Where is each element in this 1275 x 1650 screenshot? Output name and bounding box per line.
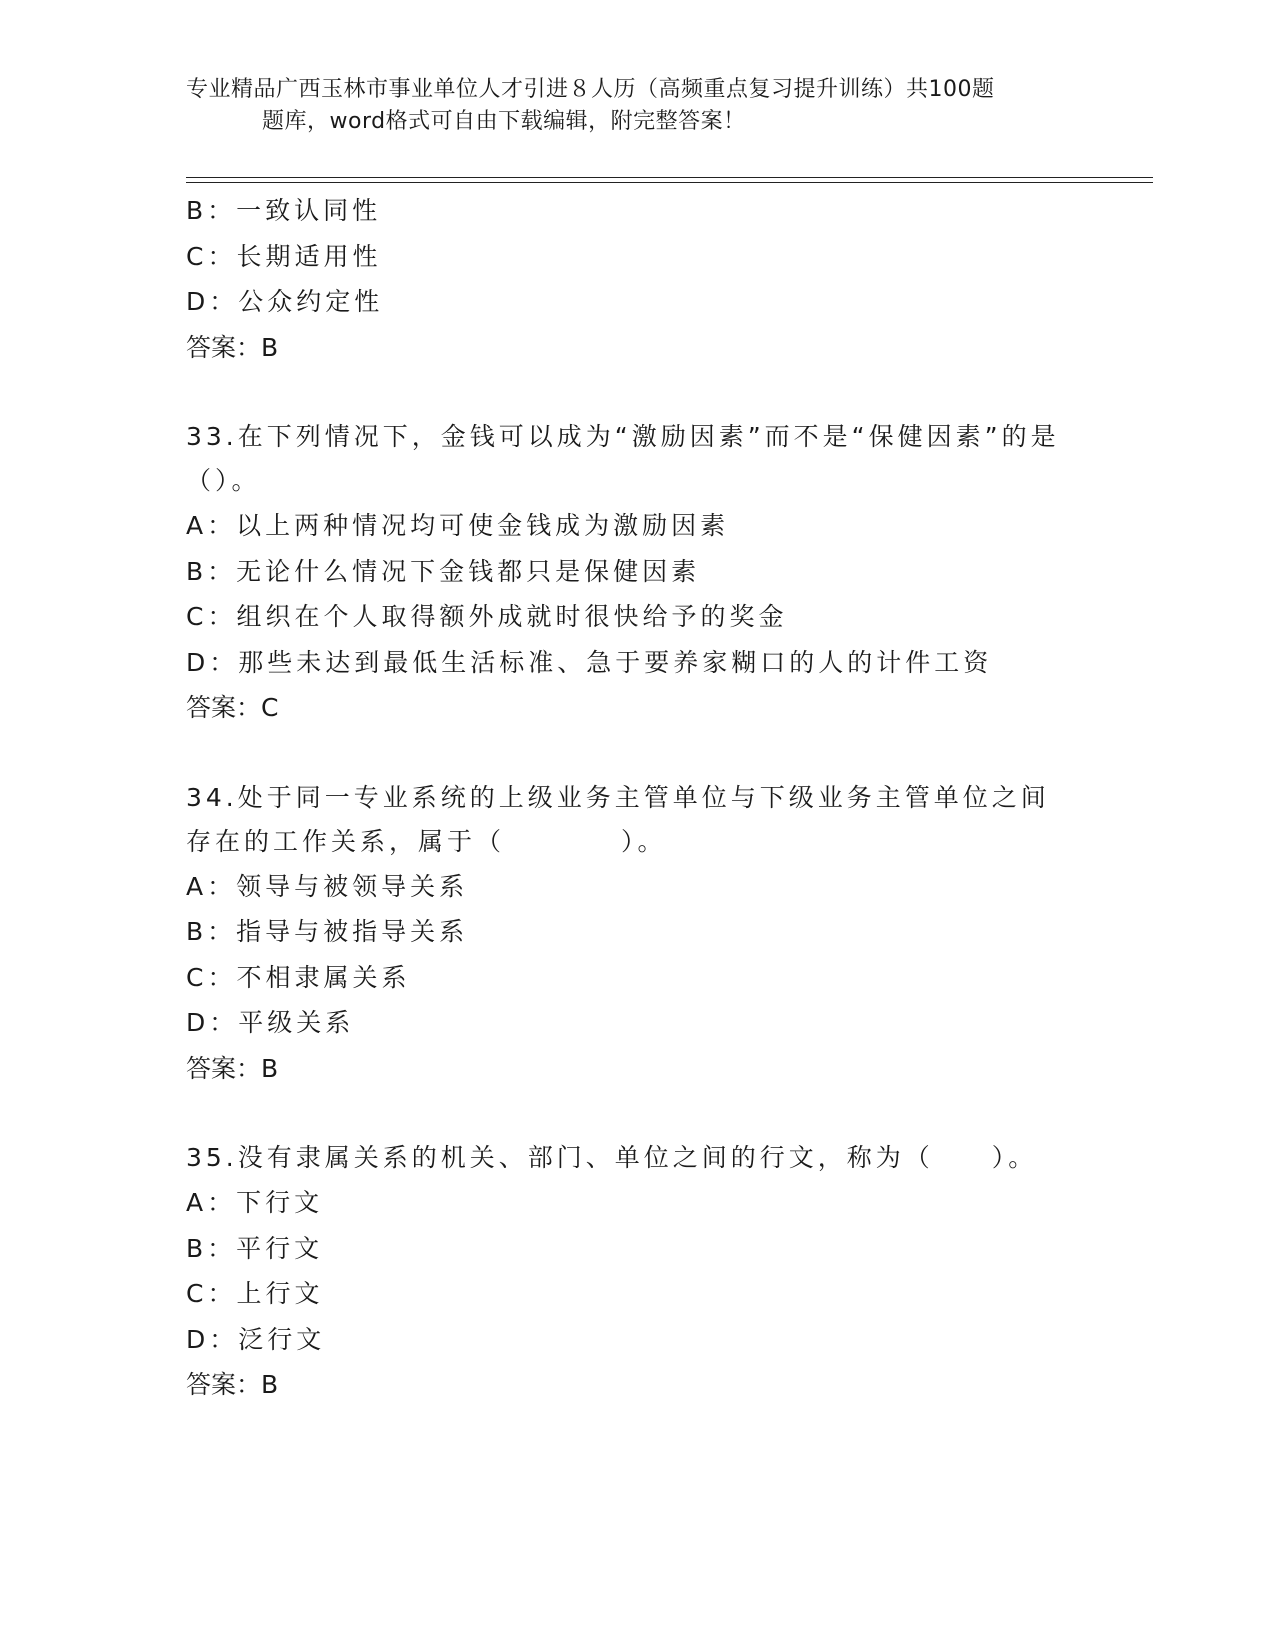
question-list: [186, 188, 1086, 1408]
option-c: C：长期适用性: [186, 241, 382, 271]
answer: 答案：C: [186, 693, 279, 722]
header-rule-bottom: [186, 182, 1153, 183]
option-d: D：泛行文: [186, 1324, 326, 1354]
spacer: [186, 370, 1086, 415]
option-b: B：一致认同性: [186, 196, 382, 225]
option-b: B：指导与被指导关系: [186, 917, 469, 946]
option-b: B：平行文: [186, 1233, 324, 1263]
question-stem: 33.在下列情况下，金钱可以成为“激励因素”而不是“保健因素”的是（）。: [186, 422, 1060, 495]
header-title-line1: 专业精品广西玉林市事业单位人才引进８人历（高频重点复习提升训练）共100题: [186, 77, 995, 102]
option-d: D：那些未达到最低生活标准、急于要养家糊口的人的计件工资: [186, 647, 993, 677]
option-a: A：以上两种情况均可使金钱成为激励因素: [186, 511, 730, 540]
spacer: [186, 1091, 1086, 1136]
option-c: C：上行文: [186, 1279, 324, 1308]
option-d: D：公众约定性: [186, 287, 384, 316]
option-b: B：无论什么情况下金钱都只是保健因素: [186, 556, 701, 586]
header-title-line2: 题库，word格式可自由下载编辑，附完整答案！: [262, 109, 746, 134]
option-a: A：领导与被领导关系: [186, 871, 469, 901]
answer: 答案：B: [186, 1053, 279, 1083]
document-header: [186, 74, 1086, 138]
answer: 答案：B: [186, 1370, 279, 1399]
option-d: D：平级关系: [186, 1008, 355, 1037]
question-33: [186, 415, 1086, 731]
spacer: [186, 731, 1086, 776]
option-c: C：组织在个人取得额外成就时很快给予的奖金: [186, 602, 788, 631]
question-32-tail: [186, 188, 1086, 370]
question-stem: 34.处于同一专业系统的上级业务主管单位与下级业务主管单位之间存在的工作关系，属于（ ）。: [186, 782, 1050, 856]
option-a: A：下行文: [186, 1188, 324, 1217]
option-c: C：不相隶属关系: [186, 962, 411, 992]
question-34: [186, 776, 1086, 1092]
question-35: [186, 1136, 1086, 1408]
question-stem: 35.没有隶属关系的机关、部门、单位之间的行文，称为（ ）。: [186, 1143, 1038, 1172]
answer: 答案：B: [186, 332, 279, 362]
header-rule-top: [186, 177, 1153, 178]
